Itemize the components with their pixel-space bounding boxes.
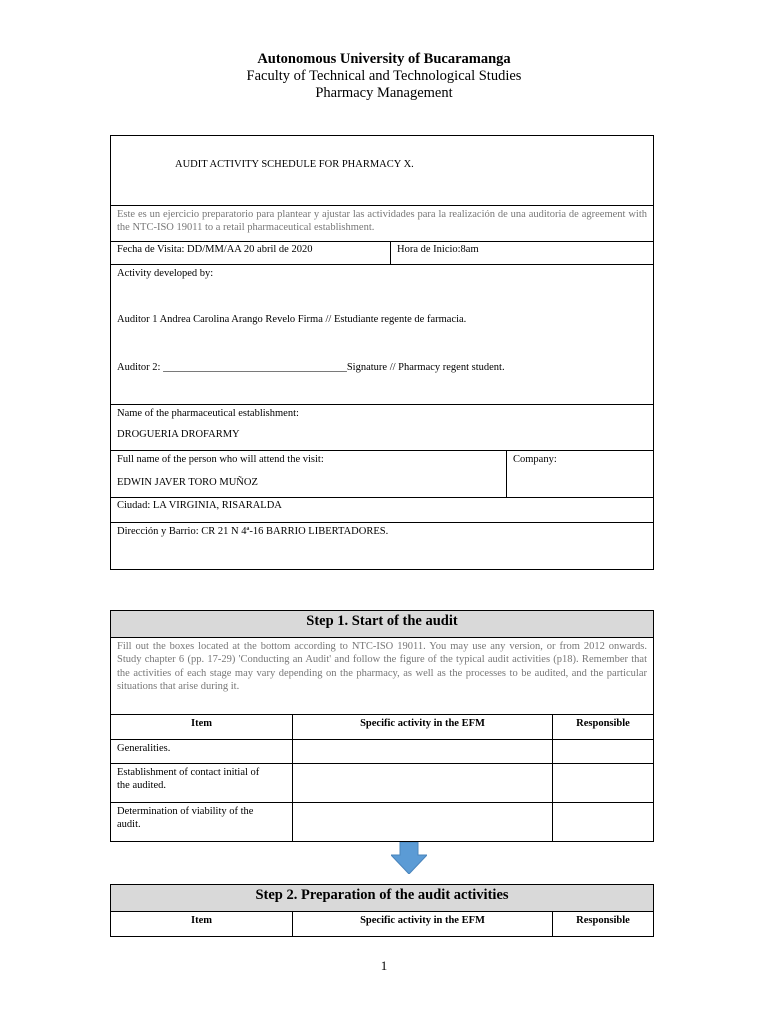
column-header-responsible: Responsible bbox=[553, 715, 654, 740]
row-responsible-cell[interactable] bbox=[553, 803, 654, 842]
row-responsible-cell[interactable] bbox=[553, 740, 654, 764]
address-field[interactable]: Dirección y Barrio: CR 21 N 4ª-16 BARRIO LIBERTADORES. bbox=[111, 523, 654, 570]
program-name: Pharmacy Management bbox=[315, 85, 453, 101]
step2-title: Step 2. Preparation of the audit activities bbox=[111, 885, 654, 912]
row-activity-cell[interactable] bbox=[293, 740, 553, 764]
company-label: Company: bbox=[513, 454, 557, 465]
company-cell[interactable] bbox=[507, 451, 654, 498]
column-header-activity: Specific activity in the EFM bbox=[293, 715, 553, 740]
faculty-name: Faculty of Technical and Technological Studies bbox=[246, 68, 522, 84]
auditor1-line: Auditor 1 Andrea Carolina Arango Revelo Firma // Estudiante regente de farmacia. bbox=[117, 314, 467, 325]
auditor2-line: Auditor 2: ___________________________________Signature // Pharmacy regent student. bbox=[117, 362, 505, 373]
column-header-responsible: Responsible bbox=[553, 912, 654, 937]
row-item: Establishment of contact initial of the audited. bbox=[111, 764, 293, 803]
row-activity-cell[interactable] bbox=[293, 764, 553, 803]
row-responsible-cell[interactable] bbox=[553, 764, 654, 803]
visit-date-field[interactable]: Fecha de Visita: DD/MM/AA 20 abril de 2020 bbox=[111, 242, 391, 265]
column-header-item: Item bbox=[111, 715, 293, 740]
city-field[interactable]: Ciudad: LA VIRGINIA, RISARALDA bbox=[111, 498, 654, 523]
step1-title: Step 1. Start of the audit bbox=[111, 611, 654, 638]
table-row bbox=[111, 764, 654, 803]
activity-developed-cell[interactable] bbox=[111, 265, 654, 405]
establishment-label: Name of the pharmaceutical establishment: bbox=[117, 408, 299, 419]
person-value: EDWIN JAVER TORO MUÑOZ bbox=[117, 477, 258, 488]
table-row bbox=[111, 740, 654, 764]
schedule-description: Este es un ejercicio preparatorio para plantear y ajustar las actividades para la realización de una auditoria de agreement with the NTC-ISO 19011 to a retail pharmaceutical establishment. bbox=[111, 206, 654, 242]
step1-description: Fill out the boxes located at the bottom according to NTC-ISO 19011. You may use any version, or from 2012 onwards. Study chapter 6 (pp. 17-29) 'Conducting an Audit' and follow the figure of the typical audit activities (p18). Remember that the activities of each stage may vary depending on the pharmacy, as well as the processes to be audited, and the particular situations that arise during it. bbox=[111, 638, 654, 715]
person-label: Full name of the person who will attend the visit: bbox=[117, 454, 324, 465]
activity-label: Activity developed by: bbox=[117, 268, 214, 279]
down-arrow-icon bbox=[391, 842, 427, 874]
establishment-cell[interactable] bbox=[111, 405, 654, 451]
schedule-title: AUDIT ACTIVITY SCHEDULE FOR PHARMACY X. bbox=[111, 136, 654, 206]
row-activity-cell[interactable] bbox=[293, 803, 553, 842]
audit-info-table bbox=[110, 135, 654, 570]
column-header-item: Item bbox=[111, 912, 293, 937]
document-header bbox=[0, 51, 768, 102]
establishment-value: DROGUERIA DROFARMY bbox=[117, 429, 240, 440]
step2-table bbox=[110, 884, 654, 937]
university-name: Autonomous University of Bucaramanga bbox=[257, 51, 511, 67]
start-time-field[interactable]: Hora de Inicio:8am bbox=[391, 242, 654, 265]
row-item: Determination of viability of the audit. bbox=[111, 803, 293, 842]
column-header-activity: Specific activity in the EFM bbox=[293, 912, 553, 937]
table-row bbox=[111, 803, 654, 842]
row-item: Generalities. bbox=[111, 740, 293, 764]
person-cell[interactable] bbox=[111, 451, 507, 498]
step1-table bbox=[110, 610, 654, 842]
page-number: 1 bbox=[380, 958, 388, 973]
